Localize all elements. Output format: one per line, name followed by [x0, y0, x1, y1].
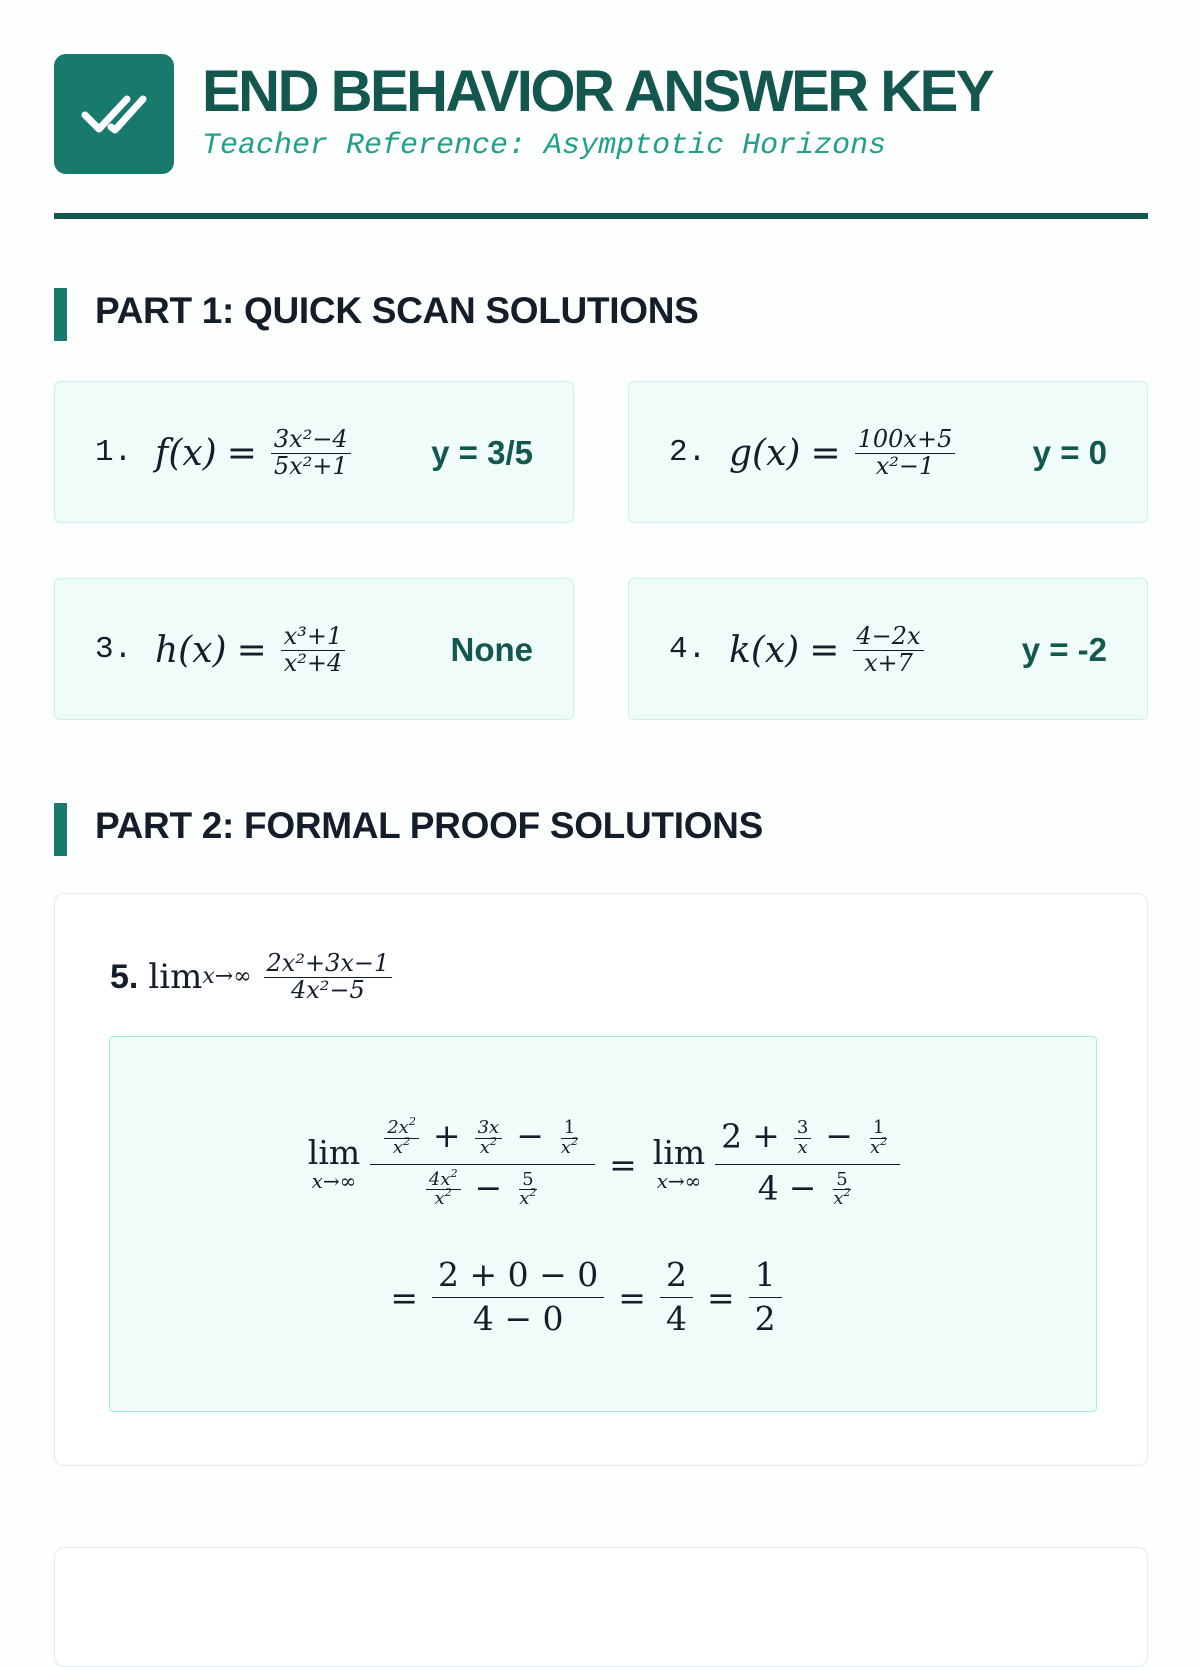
fraction-numerator: 2x²+3x−1 — [264, 951, 393, 977]
evaluated-fraction: $\frac{2 + 0 - 0}{4 - 0}$ — [432, 1258, 604, 1336]
double-check-icon — [81, 91, 147, 137]
proof-solution-box — [109, 1036, 1097, 1412]
function-fraction — [271, 427, 351, 478]
page-subtitle: Teacher Reference: Asymptotic Horizons — [202, 129, 887, 163]
function-fraction — [281, 624, 346, 675]
section-title-part1: PART 1: QUICK SCAN SOLUTIONS — [95, 290, 699, 331]
quick-scan-card-2 — [628, 381, 1148, 523]
proof-step-2: = $\frac{2 + 0 - 0}{4 - 0}$ = $\frac{2}{4}$ = $\frac{1}{2}$ — [70, 1242, 1096, 1352]
problem-number: 3. — [95, 632, 133, 667]
function-name: f(x) — [155, 432, 217, 474]
header-logo — [54, 54, 174, 174]
divided-fraction: $\frac{2x^2}{x^2}$ + $\frac{3x}{x^2}$ − $\frac{1}{x^2}$ $\frac{4x^2}{x^2}$ − $\frac{5}{x^2}$ — [370, 1119, 595, 1210]
fraction-denominator: 5x²+1 — [273, 451, 348, 480]
final-answer-fraction: $\frac{1}{2}$ — [749, 1258, 782, 1336]
proof-card-5 — [54, 893, 1148, 1466]
limit-operator: lim — [148, 957, 203, 997]
problem-number: 1. — [95, 435, 133, 470]
section-title-part2: PART 2: FORMAL PROOF SOLUTIONS — [95, 805, 763, 846]
quick-scan-card-3 — [54, 578, 574, 720]
fraction-denominator: 4x²−5 — [290, 975, 365, 1004]
section-accent-bar — [54, 288, 67, 341]
function-name: h(x) — [155, 629, 227, 671]
problem-number: 5. — [110, 957, 139, 996]
reduced-fraction: $\frac{2}{4}$ — [660, 1258, 693, 1336]
fraction-denominator: x+7 — [864, 648, 913, 677]
problem-number: 4. — [669, 632, 707, 667]
section-accent-bar — [54, 803, 67, 856]
problem-number: 2. — [669, 435, 707, 470]
answer-asymptote: y = 3/5 — [431, 434, 533, 471]
proof-step-1: lim x→∞ $\frac{2x^2}{x^2}$ + $\frac{3x}{x^2}$ − $\frac{1}{x^2}$ $\frac{4x^2}{x^2}$ − $\frac{5}{x^2}$ = lim x→∞ 2 + $\frac{3}{x}$ − $\frac{1}{x^2}$ 4 − $\frac{5}{x^2}$ — [110, 1099, 1096, 1229]
problem-function: k(x) = $\frac{4-2x}{x+7}$ — [729, 579, 928, 721]
fraction-numerator: 3x²−4 — [271, 427, 351, 453]
limit-notation: lim x→∞ — [307, 1132, 361, 1193]
function-name: g(x) — [729, 432, 801, 474]
problem-function: f(x) = $\frac{\text{3x²−4}}{\text{5x²+1}}$ — [155, 382, 355, 524]
fraction-numerator: 100x+5 — [855, 427, 956, 453]
limit-fraction — [264, 951, 393, 1002]
fraction-numerator: 4−2x — [853, 624, 923, 650]
function-fraction — [853, 624, 923, 675]
limit-notation: lim x→∞ — [652, 1132, 706, 1193]
header-divider — [54, 213, 1148, 219]
proof-card-next — [54, 1547, 1148, 1667]
limit-expression: lim x→∞ $\frac{\text{2x²+3x−1}}{\text{4x²−5}}$ — [148, 951, 396, 1002]
quick-scan-card-4 — [628, 578, 1148, 720]
answer-asymptote: y = 0 — [1032, 434, 1107, 471]
quick-scan-card-1 — [54, 381, 574, 523]
function-name: k(x) — [729, 629, 800, 671]
answer-asymptote: y = -2 — [1021, 631, 1107, 668]
problem-function: h(x) = $\frac{\text{x³+1}}{\text{x²+4}}$ — [155, 579, 349, 721]
proof-problem-statement — [110, 942, 396, 1012]
problem-function: g(x) = $\frac{100x+5}{\text{x²−1}}$ — [729, 382, 959, 524]
simplified-fraction: 2 + $\frac{3}{x}$ − $\frac{1}{x^2}$ 4 − $\frac{5}{x^2}$ — [715, 1119, 900, 1210]
fraction-numerator: x³+1 — [281, 624, 346, 650]
fraction-denominator: x²−1 — [875, 451, 935, 480]
function-fraction — [855, 427, 956, 478]
answer-asymptote: None — [450, 631, 533, 668]
page-title: END BEHAVIOR ANSWER KEY — [202, 59, 993, 124]
fraction-denominator: x²+4 — [283, 648, 343, 677]
